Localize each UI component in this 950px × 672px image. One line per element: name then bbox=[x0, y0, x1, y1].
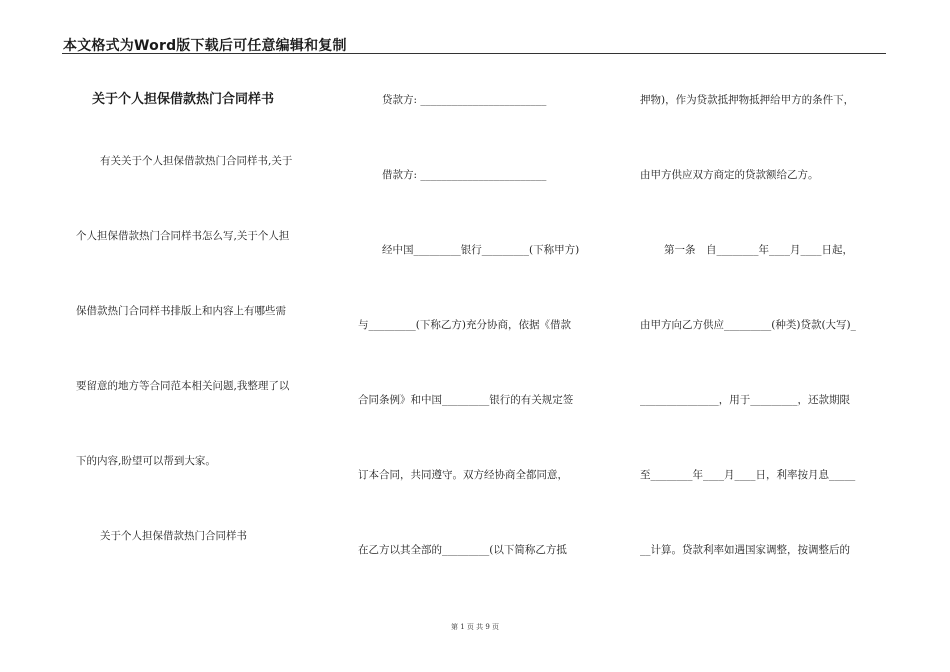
lender-field: 贷款方: ________________________ bbox=[382, 94, 547, 106]
text-line: 保借款热门合同样书排版上和内容上有哪些需 bbox=[76, 305, 286, 317]
text-line: 个人担保借款热门合同样书怎么写,关于个人担 bbox=[76, 230, 290, 242]
borrower-field: 借款方: ________________________ bbox=[382, 169, 547, 181]
page-number: 第 1 页 共 9 页 bbox=[450, 623, 500, 631]
text-line: 有关关于个人担保借款热门合同样书,关于 bbox=[100, 155, 293, 167]
document-title: 关于个人担保借款热门合同样书 bbox=[92, 92, 275, 107]
text-line: 合同条例》和中国_________银行的有关规定签 bbox=[358, 394, 574, 406]
text-line: 与_________(下称乙方)充分协商，依据《借款 bbox=[358, 319, 571, 331]
text-line: 下的内容,盼望可以帮到大家。 bbox=[76, 455, 216, 467]
header-divider bbox=[62, 53, 886, 54]
section-heading: 关于个人担保借款热门合同样书 bbox=[100, 530, 247, 542]
text-line: 由甲方供应双方商定的贷款额给乙方。 bbox=[640, 169, 819, 181]
text-line: 在乙方以其全部的_________(以下简称乙方抵 bbox=[358, 544, 567, 556]
text-line: __计算。贷款利率如遇国家调整，按调整后的 bbox=[640, 544, 850, 556]
text-line: 经中国_________银行_________(下称甲方) bbox=[382, 244, 580, 256]
text-line: 由甲方向乙方供应_________(种类)贷款(大写)_ bbox=[640, 319, 856, 331]
text-line: _______________，用于_________，还款期限 bbox=[640, 394, 850, 406]
header-title: 本文格式为Word版下载后可任意编辑和复制 bbox=[63, 38, 347, 54]
text-line: 押物)，作为贷款抵押物抵押给甲方的条件下， bbox=[640, 94, 855, 106]
text-line: 要留意的地方等合同范本相关问题,我整理了以 bbox=[76, 380, 290, 392]
text-line: 至________年____月____日，利率按月息_____ bbox=[640, 469, 856, 481]
text-line: 订本合同，共同遵守。双方经协商全都同意， bbox=[358, 469, 568, 481]
article-one: 第一条 自________年____月____日起， bbox=[664, 244, 853, 256]
